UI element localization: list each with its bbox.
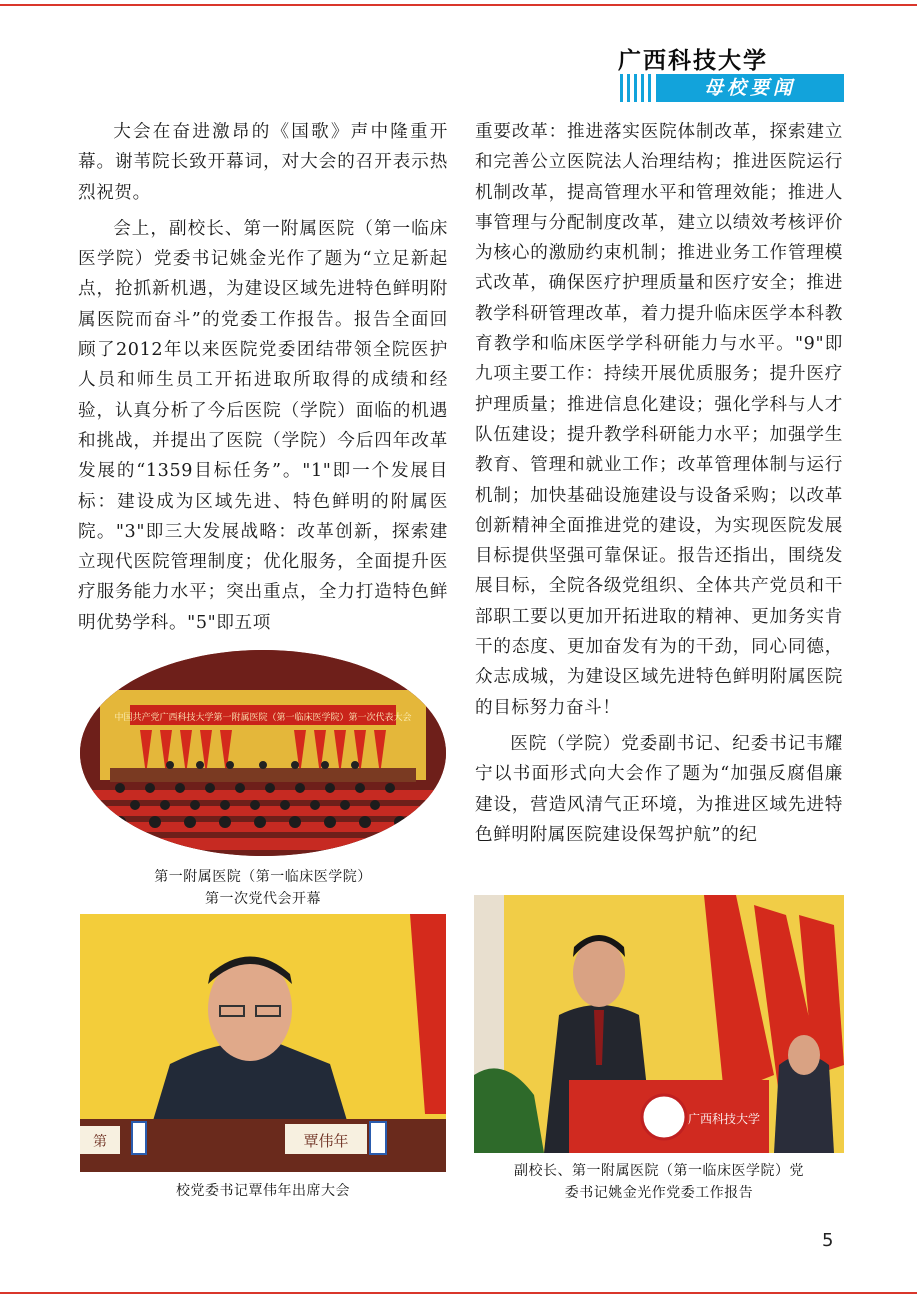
- hall-illustration: [80, 650, 446, 856]
- secretary-illustration: [80, 914, 446, 1172]
- caption-line: 校党委书记覃伟年出席大会: [176, 1183, 350, 1199]
- secretary-photo: [80, 914, 446, 1172]
- paragraph: 医院（学院）党委副书记、纪委书记韦耀宁以书面形式向大会作了题为“加强反腐倡廉建设，营造风清气正环境，为推进区域先进特色鲜明附属医院建设保驾护航”的纪: [475, 733, 843, 845]
- caption-line: 副校长、第一附属医院（第一临床医学院）党: [514, 1163, 804, 1179]
- section-label: 母校要闻: [656, 74, 844, 102]
- caption-line: 第一次党代会开幕: [205, 891, 321, 907]
- paragraph: 大会在奋进激昂的《国歌》声中隆重开幕。谢苇院长致开幕词，对大会的召开表示热烈祝贺。: [78, 122, 448, 203]
- hall-banner-text: 中国共产党广西科技大学第一附属医院（第一临床医学院）第一次代表大会: [114, 713, 412, 723]
- nameplate-left-text: 第: [93, 1134, 107, 1150]
- speaker-photo: [474, 895, 844, 1153]
- secretary-caption: [80, 1180, 446, 1202]
- caption-line: 委书记姚金光作党委工作报告: [564, 1185, 754, 1201]
- top-rule: [0, 4, 917, 6]
- paragraph: 会上，副校长、第一附属医院（第一临床医学院）党委书记姚金光作了题为“立足新起点，抢抓新机遇，为建设区域先进特色鲜明附属医院而奋斗”的党委工作报告。报告全面回顾了2012年以来医院党委团结带领全院医护人员和师生员工开拓进取所取得的成绩和经验，认真分析了今后医院（学院）面临的机遇和挑战，并提出了医院（学院）今后四年改革发展的“1359目标任务”。"1"即一个发展目标：建设成为区域先进、特色鲜明的附属医院。"3"即三大发展战略：改革创新，探索建立现代医院管理制度；优化服务，全面提升医疗服务能力水平；突出重点，全力打造特色鲜明优势学科。"5"即五项: [78, 218, 448, 633]
- conference-hall-photo: [80, 650, 446, 856]
- speaker-illustration: [474, 895, 844, 1153]
- hall-caption: [80, 866, 446, 910]
- nameplate-text: 覃伟年: [303, 1132, 349, 1150]
- paragraph: 重要改革：推进落实医院体制改革，探索建立和完善公立医院法人治理结构；推进医院运行机制改革，提高管理水平和管理效能；推进人事管理与分配制度改革，建立以绩效考核评价为核心的激励约束机制；推进业务工作管理模式改革，确保医疗护理质量和医疗安全；推进教学科研管理改革，着力提升临床医学本科教育教学和临床医学学科研能力与水平。"9"即九项主要工作：持续开展优质服务；提升医疗护理质量；推进信息化建设；强化学科与人才队伍建设；提升教学科研能力水平；加强学生教育、管理和就业工作；改革管理体制与运行机制；加快基础设施建设与设备采购；以改革创新精神全面推进党的建设，为实现医院发展目标提供坚强可靠保证。报告还指出，围绕发展目标，全院各级党组织、全体共产党员和干部职工要以更加开拓进取的精神、更加务实肯干的态度、更加奋发有为的干劲，同心同德，众志成城，为建设区域先进特色鲜明附属医院的目标努力奋斗！: [475, 122, 843, 718]
- page-number: 5: [822, 1230, 834, 1251]
- university-name: 广西科技大学: [618, 48, 768, 74]
- left-column: [78, 117, 448, 638]
- right-column: [475, 117, 843, 850]
- masthead: [590, 42, 890, 112]
- podium-logo-text: 广西科技大学: [687, 1112, 761, 1126]
- bottom-rule: [0, 1292, 917, 1294]
- caption-line: 第一附属医院（第一临床医学院）: [154, 869, 372, 885]
- speaker-caption: [474, 1160, 844, 1204]
